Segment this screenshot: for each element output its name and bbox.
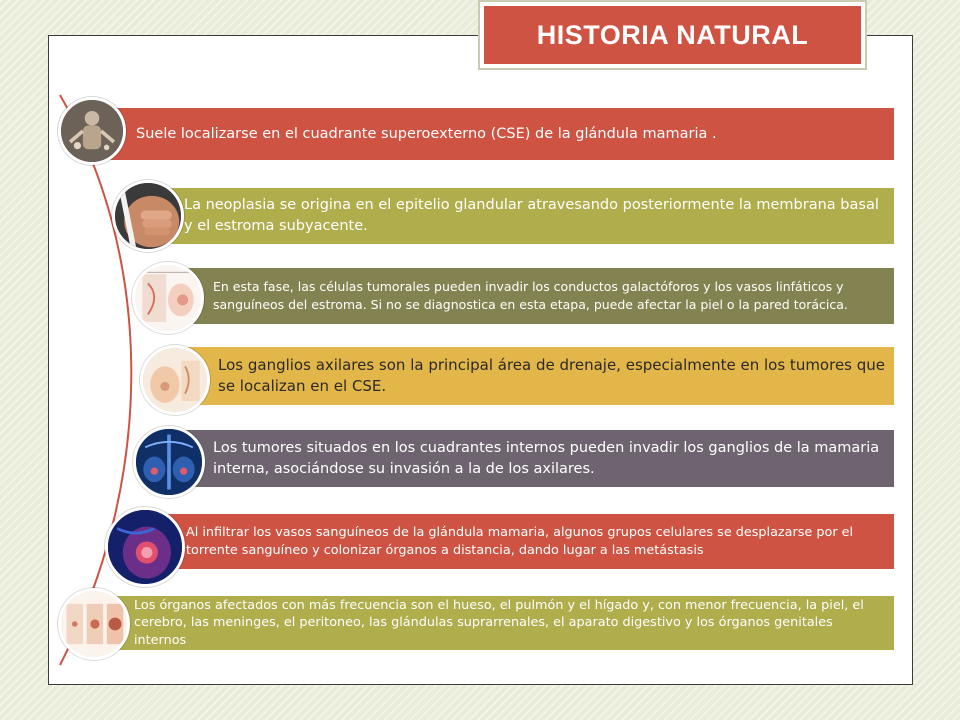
step-text-5: Los tumores situados en los cuadrantes internos pueden invadir los ganglios de la mamaria interna, asociándose su invasión a la de los axilares. (213, 439, 880, 477)
step-bar-6 (150, 514, 894, 569)
lymph-xray-icon (133, 426, 205, 498)
step-text-6: Al infiltrar los vasos sanguíneos de la glándula mamaria, algunos grupos celulares se desplazarse por el torrente sanguíneo y colonizar órganos a distancia, dando lugar a las metástasis (186, 524, 854, 558)
step-text-2: La neoplasia se origina en el epitelio glandular atravesando posteriormente la membrana basal y el estroma subyacente. (184, 197, 879, 234)
step-text-7: Los órganos afectados con más frecuencia son el hueso, el pulmón y el hígado y, con menor frecuencia, la piel, el cerebro, las meninges, el peritoneo, las glándulas suprarrenales, el aparato digestivo y los órganos genitales internos (134, 597, 864, 648)
breast-diagram-icon (132, 262, 204, 334)
step-bar-3 (175, 268, 894, 324)
breast-anatomy-icon (140, 345, 210, 415)
step-bar-5 (175, 430, 894, 487)
step-bar-7 (100, 596, 894, 650)
breast-self-exam-icon (112, 180, 184, 252)
title-box (478, 0, 867, 70)
step-text-1: Suele localizarse en el cuadrante superoexterno (CSE) de la glándula mamaria . (136, 126, 717, 142)
step-text-4: Los ganglios axilares son la principal área de drenaje, especialmente en los tumores que se localizan en el CSE. (218, 356, 886, 395)
tumor-3d-icon (105, 507, 185, 587)
step-bar-1 (100, 108, 894, 160)
slide-title: HISTORIA NATURAL (484, 6, 861, 64)
step-text-3: En esta fase, las células tumorales pueden invadir los conductos galactóforos y los vasos linfáticos y sanguíneos del estroma. Si no se diagnostica en esta etapa, puede afectar la piel o la pared torácica. (213, 279, 848, 312)
anatomy-figure-icon (58, 97, 126, 165)
step-bar-2 (150, 188, 894, 244)
breast-stages-icon (58, 588, 130, 660)
step-bar-4 (182, 347, 894, 405)
